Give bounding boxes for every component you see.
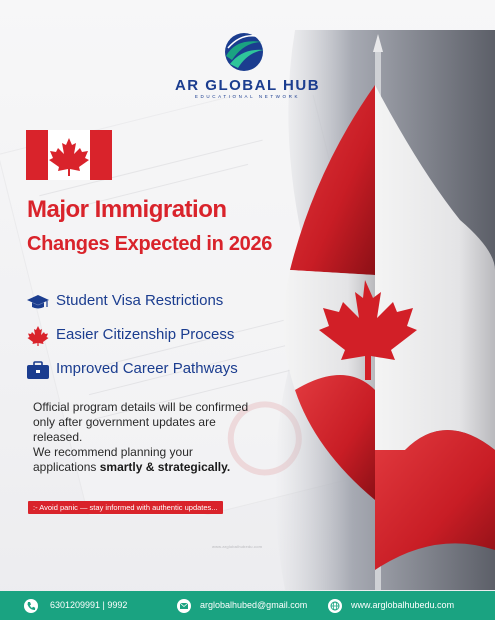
globe-logo-icon: [222, 30, 266, 74]
globe-icon: [328, 599, 342, 613]
phone-icon: [24, 599, 38, 613]
body-line: Official program details will be confirmed: [33, 400, 249, 414]
canada-flag-photo: [255, 30, 495, 590]
body-emphasis: smartly & strategically.: [99, 460, 231, 474]
brand-name: AR GLOBAL HUB: [174, 77, 321, 94]
body-line: We recommend planning your: [33, 445, 193, 459]
body-line-prefix: applications: [33, 460, 100, 474]
graduation-cap-icon: [26, 292, 50, 312]
headline-line-1: Major Immigration: [27, 196, 227, 223]
body-line-final: [33, 460, 293, 475]
contact-footer: [0, 591, 495, 620]
footer-phone-text: 6301209991 | 9992: [50, 600, 128, 610]
footer-website-text: www.arglobalhubedu.com: [351, 600, 455, 610]
feature-label: Improved Career Pathways: [56, 360, 238, 377]
mail-icon: [177, 599, 191, 613]
footer-email[interactable]: [177, 591, 327, 620]
footer-website[interactable]: [328, 591, 488, 620]
briefcase-icon: [26, 360, 50, 380]
watermark-url: www.arglobalhubedu.com: [212, 544, 263, 549]
feature-item-career: [26, 358, 286, 382]
notice-badge: :- Avoid panic — stay informed with authentic updates...: [28, 501, 223, 514]
body-line: only after government updates are: [33, 415, 216, 429]
footer-email-text: arglobalhubed@gmail.com: [200, 600, 308, 610]
body-paragraph: [33, 400, 293, 475]
header: [0, 0, 495, 100]
feature-item-citizenship: [26, 324, 286, 348]
feature-label: Easier Citizenship Process: [56, 326, 235, 343]
canada-flag-icon: [26, 130, 112, 180]
feature-label: Student Visa Restrictions: [56, 292, 224, 309]
headline-line-2: Changes Expected in 2026: [27, 233, 273, 255]
body-line: released.: [33, 430, 83, 444]
brand-tagline: EDUCATIONAL NETWORK: [194, 94, 301, 99]
feature-item-student-visa: [26, 290, 286, 314]
maple-leaf-icon: [26, 326, 50, 346]
footer-phone[interactable]: [24, 591, 174, 620]
